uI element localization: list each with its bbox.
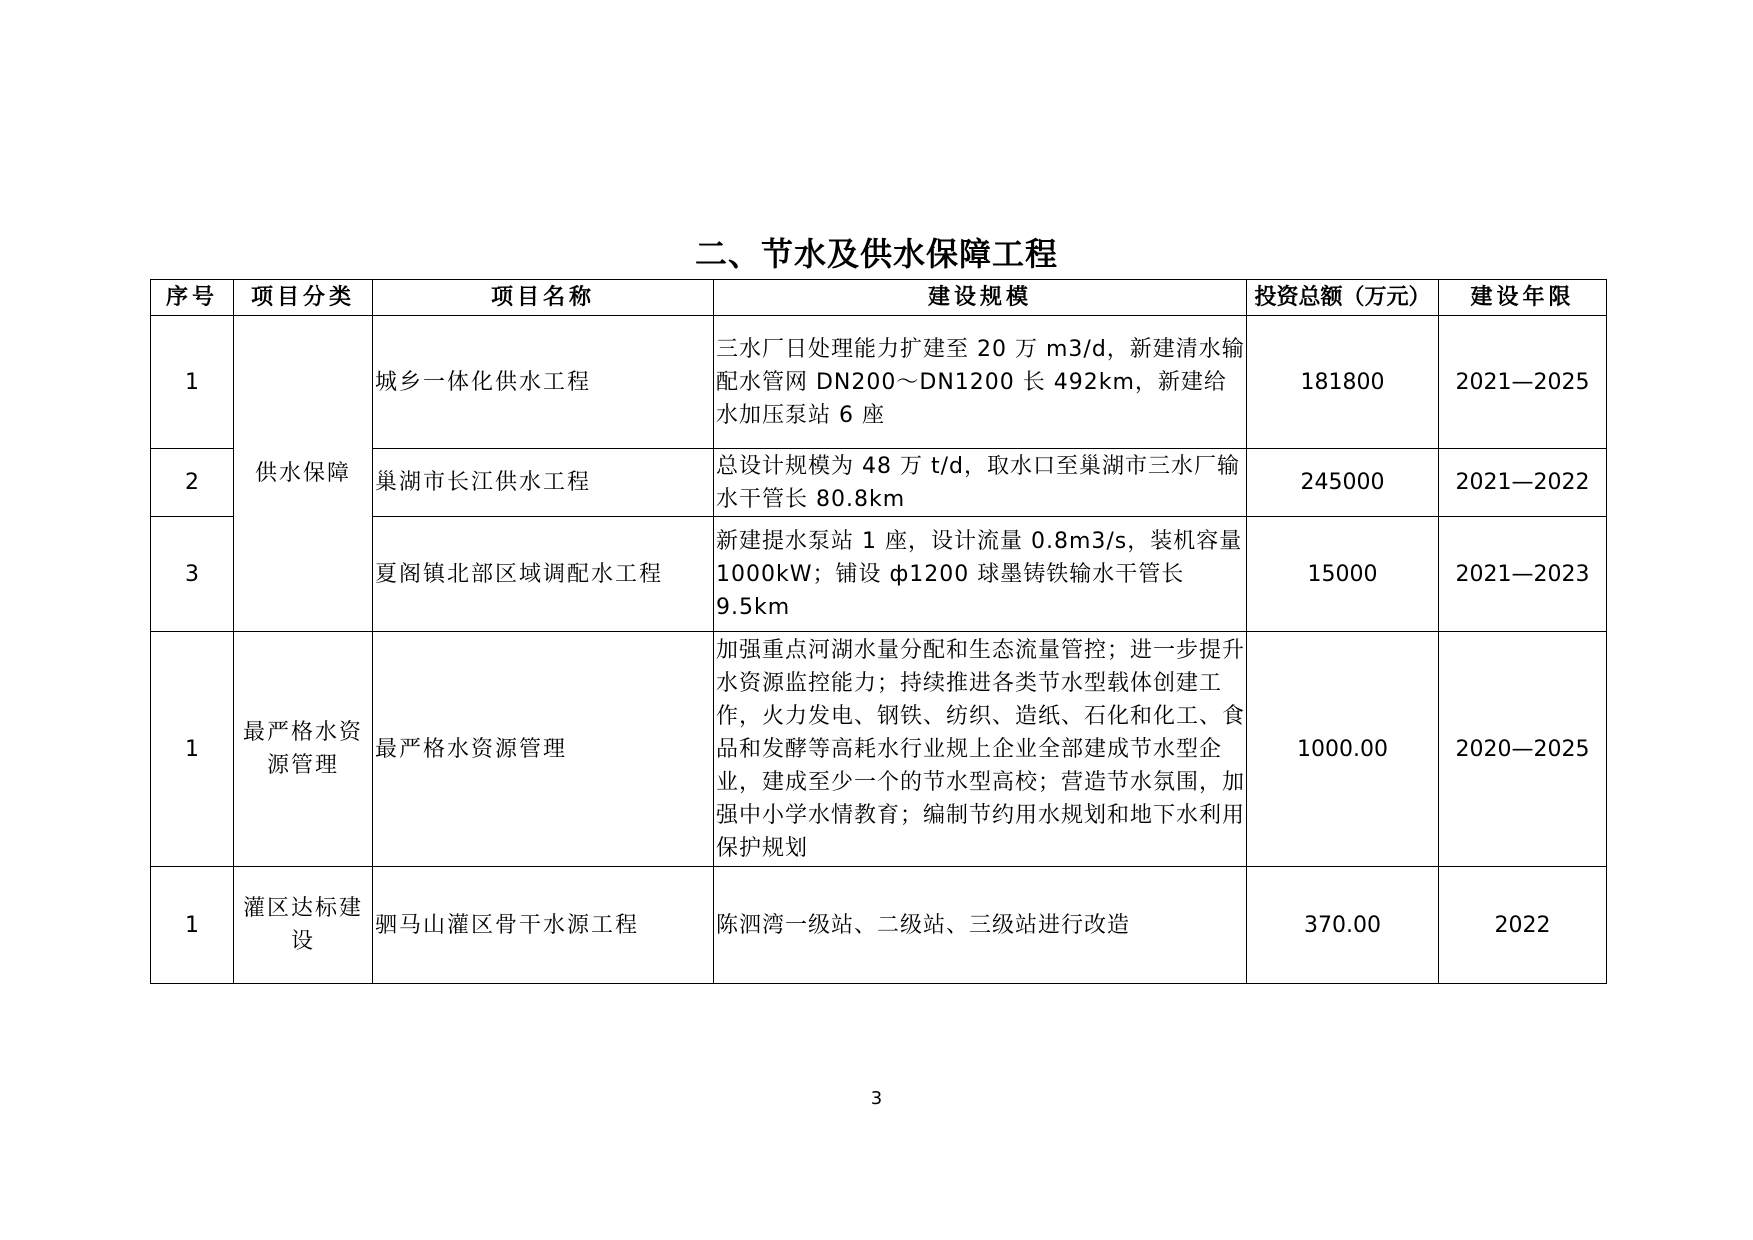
construction-years: 2020—2025: [1439, 632, 1607, 867]
construction-scale: 三水厂日处理能力扩建至 20 万 m3/d，新建清水输配水管网 DN200～DN1200 长 492km，新建给水加压泵站 6 座: [714, 316, 1247, 449]
header-project-name: 项目名称: [373, 280, 714, 316]
table-header-row: [151, 280, 1607, 316]
row-seq: 1: [151, 632, 234, 867]
header-years: 建设年限: [1439, 280, 1607, 316]
construction-years: 2021—2025: [1439, 316, 1607, 449]
construction-years: 2021—2023: [1439, 517, 1607, 632]
row-seq: 2: [151, 449, 234, 517]
page-number: 3: [870, 1088, 883, 1109]
investment-amount: 15000: [1247, 517, 1439, 632]
project-table: [150, 279, 1607, 984]
project-name: 城乡一体化供水工程: [373, 316, 714, 449]
header-construction-scale: 建设规模: [714, 280, 1247, 316]
investment-amount: 245000: [1247, 449, 1439, 517]
project-name: 最严格水资源管理: [373, 632, 714, 867]
table-row: [151, 632, 1607, 867]
category-cell: 最严格水资源管理: [234, 632, 373, 867]
table-row: [151, 867, 1607, 984]
row-seq: 3: [151, 517, 234, 632]
construction-scale: 总设计规模为 48 万 t/d，取水口至巢湖市三水厂输水干管长 80.8km: [714, 449, 1247, 517]
header-investment: 投资总额（万元）: [1247, 280, 1439, 316]
project-name: 巢湖市长江供水工程: [373, 449, 714, 517]
row-seq: 1: [151, 867, 234, 984]
construction-scale: 新建提水泵站 1 座，设计流量 0.8m3/s，装机容量 1000kW；铺设 ф1200 球墨铸铁输水干管长 9.5km: [714, 517, 1247, 632]
project-name: 夏阁镇北部区域调配水工程: [373, 517, 714, 632]
row-seq: 1: [151, 316, 234, 449]
category-cell: 供水保障: [234, 316, 373, 632]
construction-scale: 陈泗湾一级站、二级站、三级站进行改造: [714, 867, 1247, 984]
header-seq: 序号: [151, 280, 234, 316]
construction-scale: 加强重点河湖水量分配和生态流量管控；进一步提升水资源监控能力；持续推进各类节水型载体创建工作，火力发电、钢铁、纺织、造纸、石化和化工、食品和发酵等高耗水行业规上企业全部建成节水型企业，建成至少一个的节水型高校；营造节水氛围，加强中小学水情教育；编制节约用水规划和地下水利用保护规划: [714, 632, 1247, 867]
investment-amount: 370.00: [1247, 867, 1439, 984]
header-category: 项目分类: [234, 280, 373, 316]
investment-amount: 1000.00: [1247, 632, 1439, 867]
project-name: 驷马山灌区骨干水源工程: [373, 867, 714, 984]
page-title: 二、节水及供水保障工程: [694, 235, 1058, 273]
construction-years: 2022: [1439, 867, 1607, 984]
investment-amount: 181800: [1247, 316, 1439, 449]
category-cell: 灌区达标建设: [234, 867, 373, 984]
table-row: [151, 316, 1607, 449]
construction-years: 2021—2022: [1439, 449, 1607, 517]
